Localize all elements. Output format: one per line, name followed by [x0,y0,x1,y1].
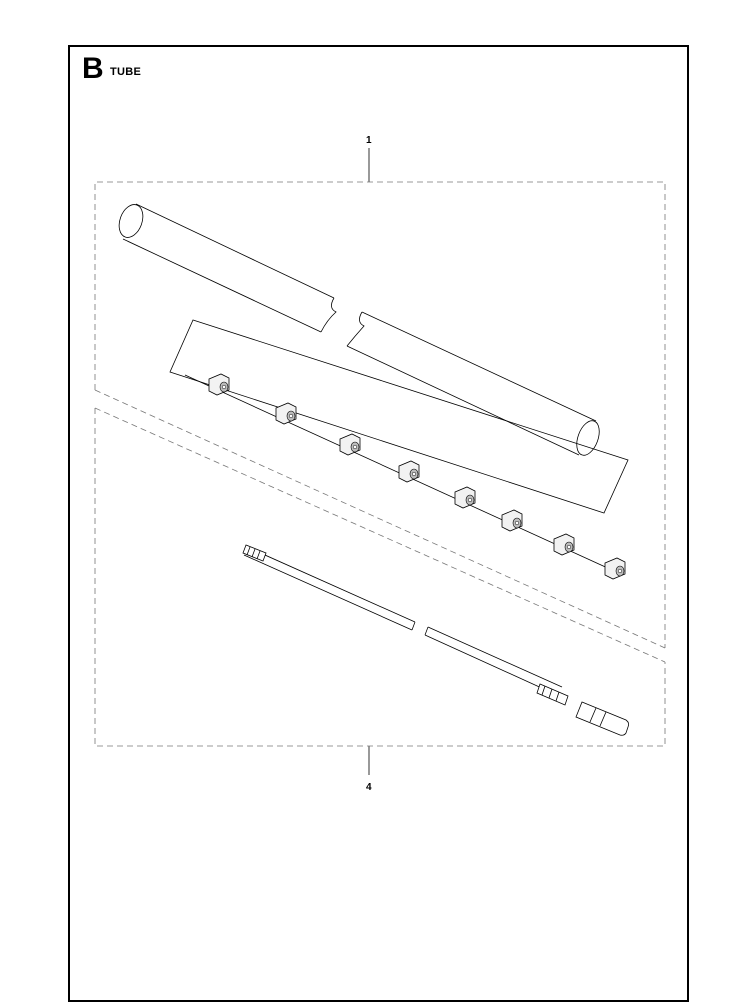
bushing-2 [276,403,296,424]
bushing-1 [209,374,229,395]
section-title: TUBE [110,66,142,78]
drive-shaft [243,545,629,735]
bushing-8 [605,558,625,579]
bushing-7 [554,534,574,555]
tube-left [115,201,336,332]
section-letter: B [82,52,104,85]
bushing-axis [185,375,612,570]
bushing-3 [340,434,360,455]
bushing-4 [399,461,419,482]
callout-4: 4 [366,782,372,793]
tube-right [347,312,604,458]
bushing-5 [455,487,475,508]
bushing-outline [170,320,628,513]
callout-1: 1 [366,135,372,146]
